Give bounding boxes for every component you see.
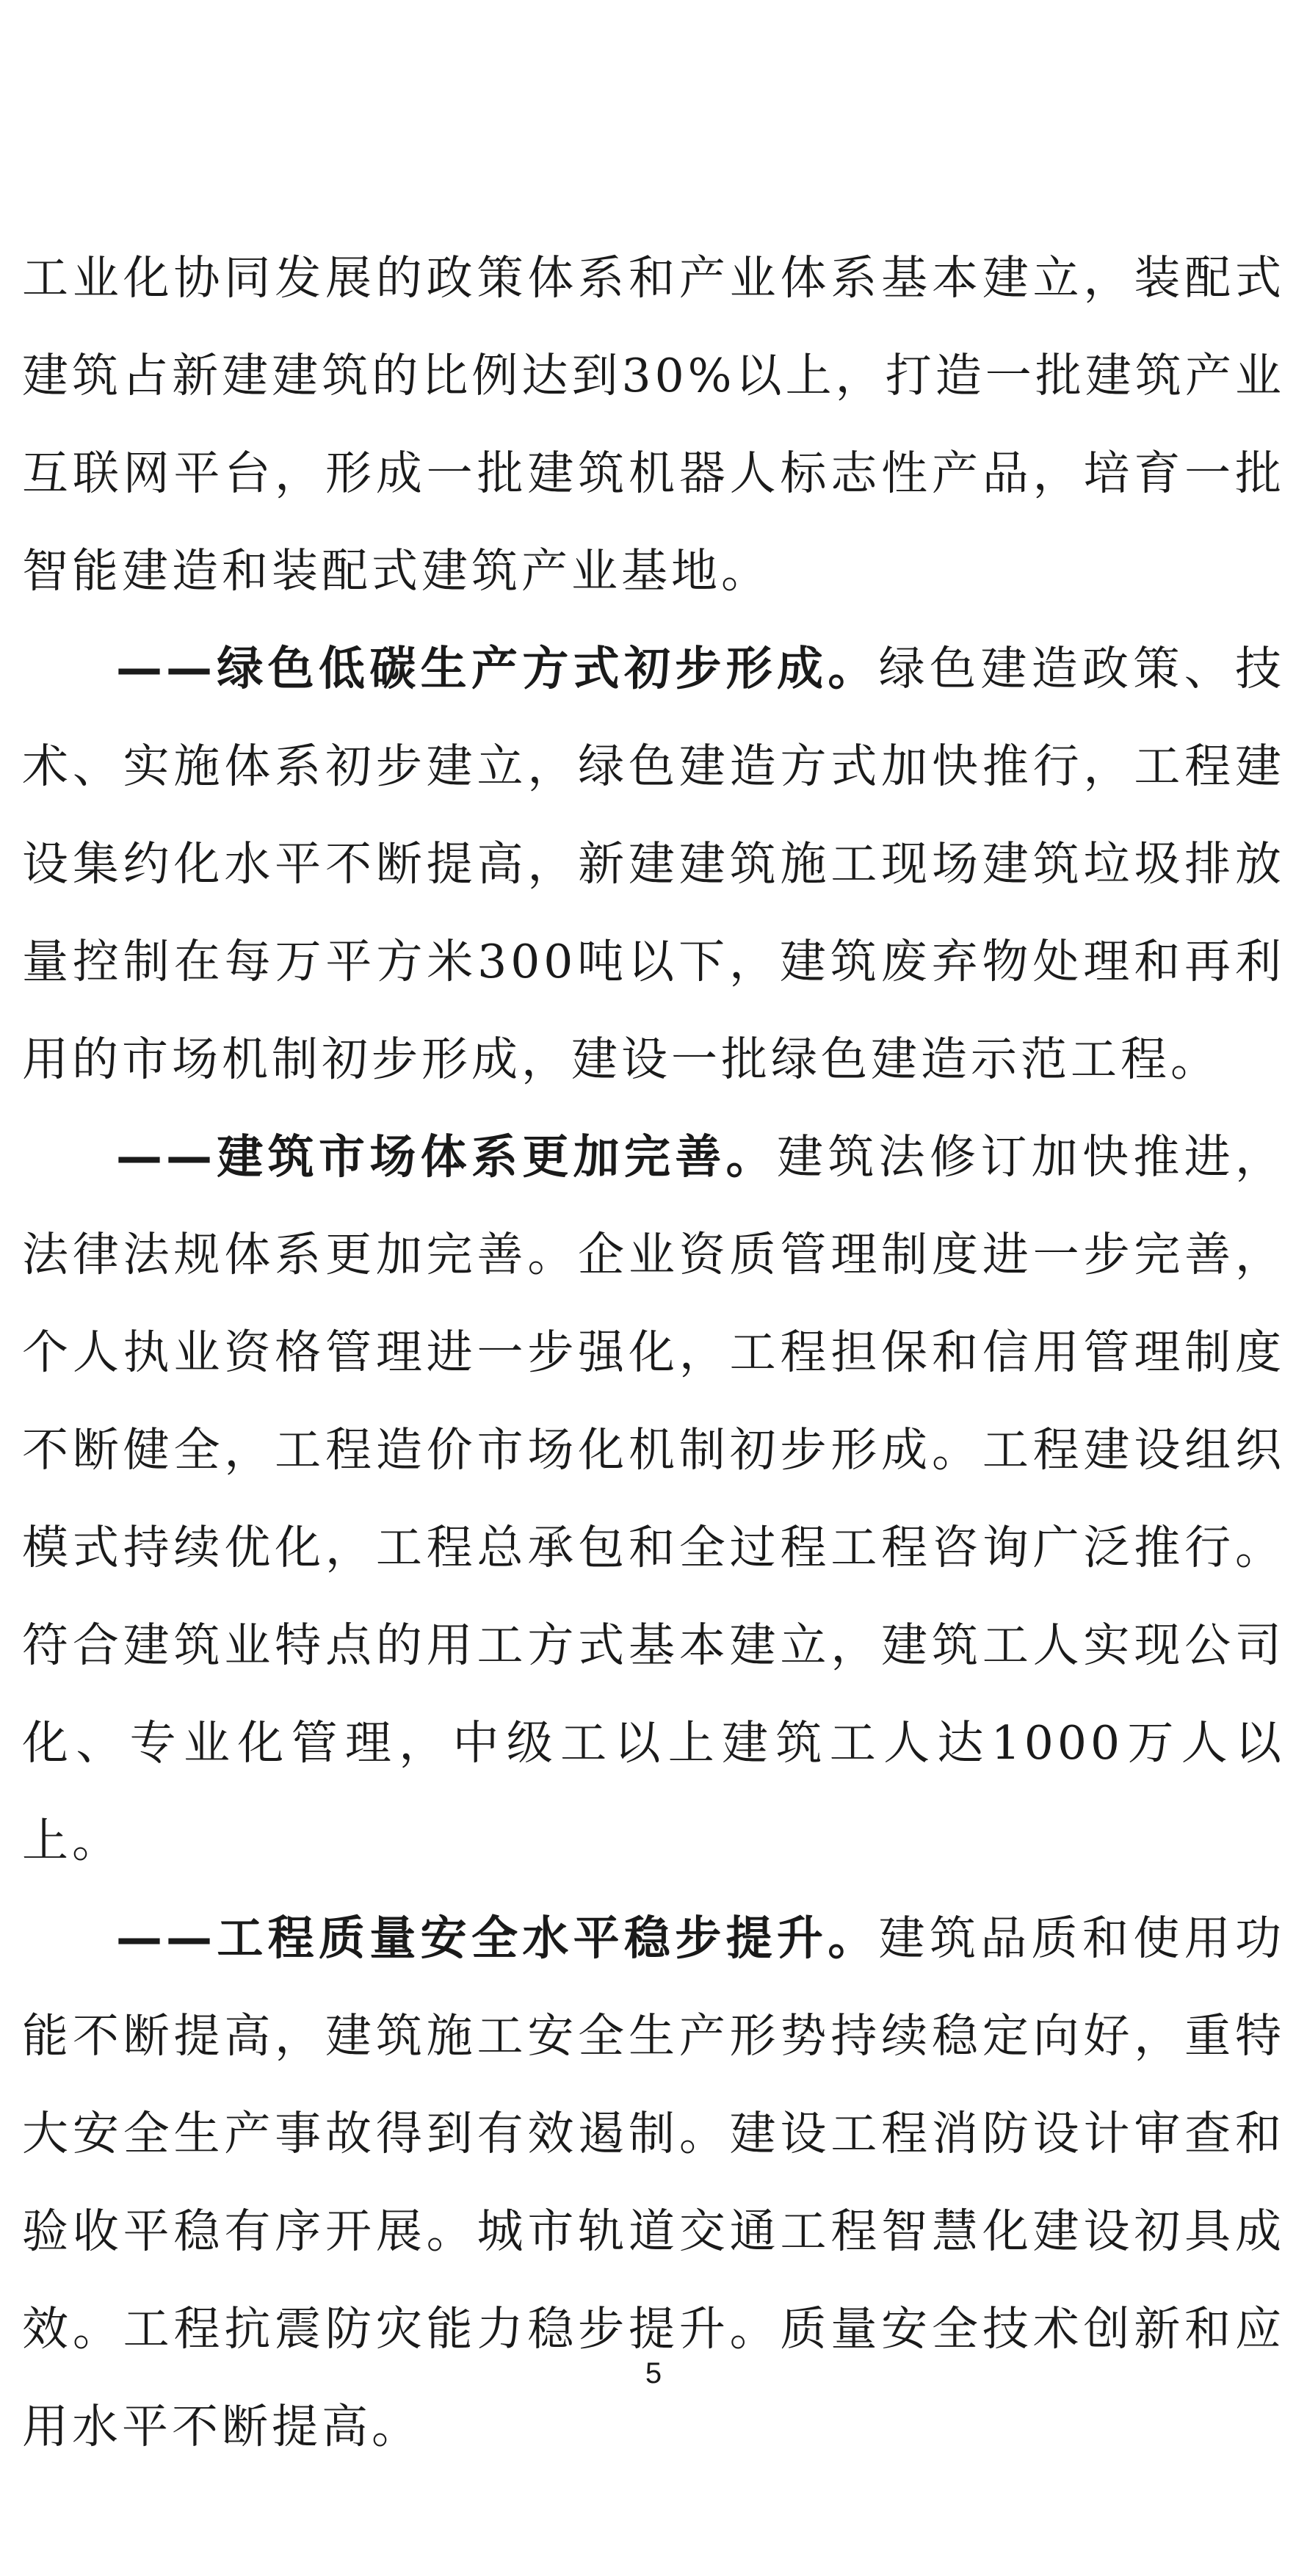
paragraph-heading: ——建筑市场体系更加完善。 — [116, 1130, 777, 1184]
paragraph-text: 绿色建造政策、技术、实施体系初步建立，绿色建造方式加快推行，工程建设集约化水平不断提高，新建建筑施工现场建筑垃圾排放量控制在每万平方米300吨以下，建筑废弃物处理和再利用的市场机制初步形成，建设一批绿色建造示范工程。 — [22, 642, 1286, 1086]
paragraph-green-low-carbon — [22, 620, 1285, 1108]
paragraph-text: 建筑法修订加快推进，法律法规体系更加完善。企业资质管理制度进一步完善，个人执业资格管理进一步强化，工程担保和信用管理制度不断健全，工程造价市场化机制初步形成。工程建设组织模式持续优化，工程总承包和全过程工程咨询广泛推行。符合建筑业特点的用工方式基本建立，建筑工人实现公司化、专业化管理，中级工以上建筑工人达1000万人以上。 — [22, 1130, 1285, 1867]
page-number: 5 — [645, 2357, 662, 2389]
paragraph-text: 建筑品质和使用功能不断提高，建筑施工安全生产形势持续稳定向好，重特大安全生产事故得到有效遏制。建设工程消防设计审查和验收平稳有序开展。城市轨道交通工程智慧化建设初具成效。工程抗震防灾能力稳步提升。质量安全技术创新和应用水平不断提高。 — [22, 1911, 1286, 2453]
paragraph-text: 工业化协同发展的政策体系和产业体系基本建立，装配式建筑占新建建筑的比例达到30%以上，打造一批建筑产业互联网平台，形成一批建筑机器人标志性产品，培育一批智能建造和装配式建筑产业基地。 — [22, 251, 1285, 598]
paragraph-continuation — [22, 229, 1285, 620]
paragraph-heading: ——绿色低碳生产方式初步形成。 — [116, 642, 879, 695]
paragraph-market-system — [22, 1108, 1285, 1889]
body-text — [22, 229, 1285, 2475]
paragraph-heading: ——工程质量安全水平稳步提升。 — [116, 1911, 879, 1965]
